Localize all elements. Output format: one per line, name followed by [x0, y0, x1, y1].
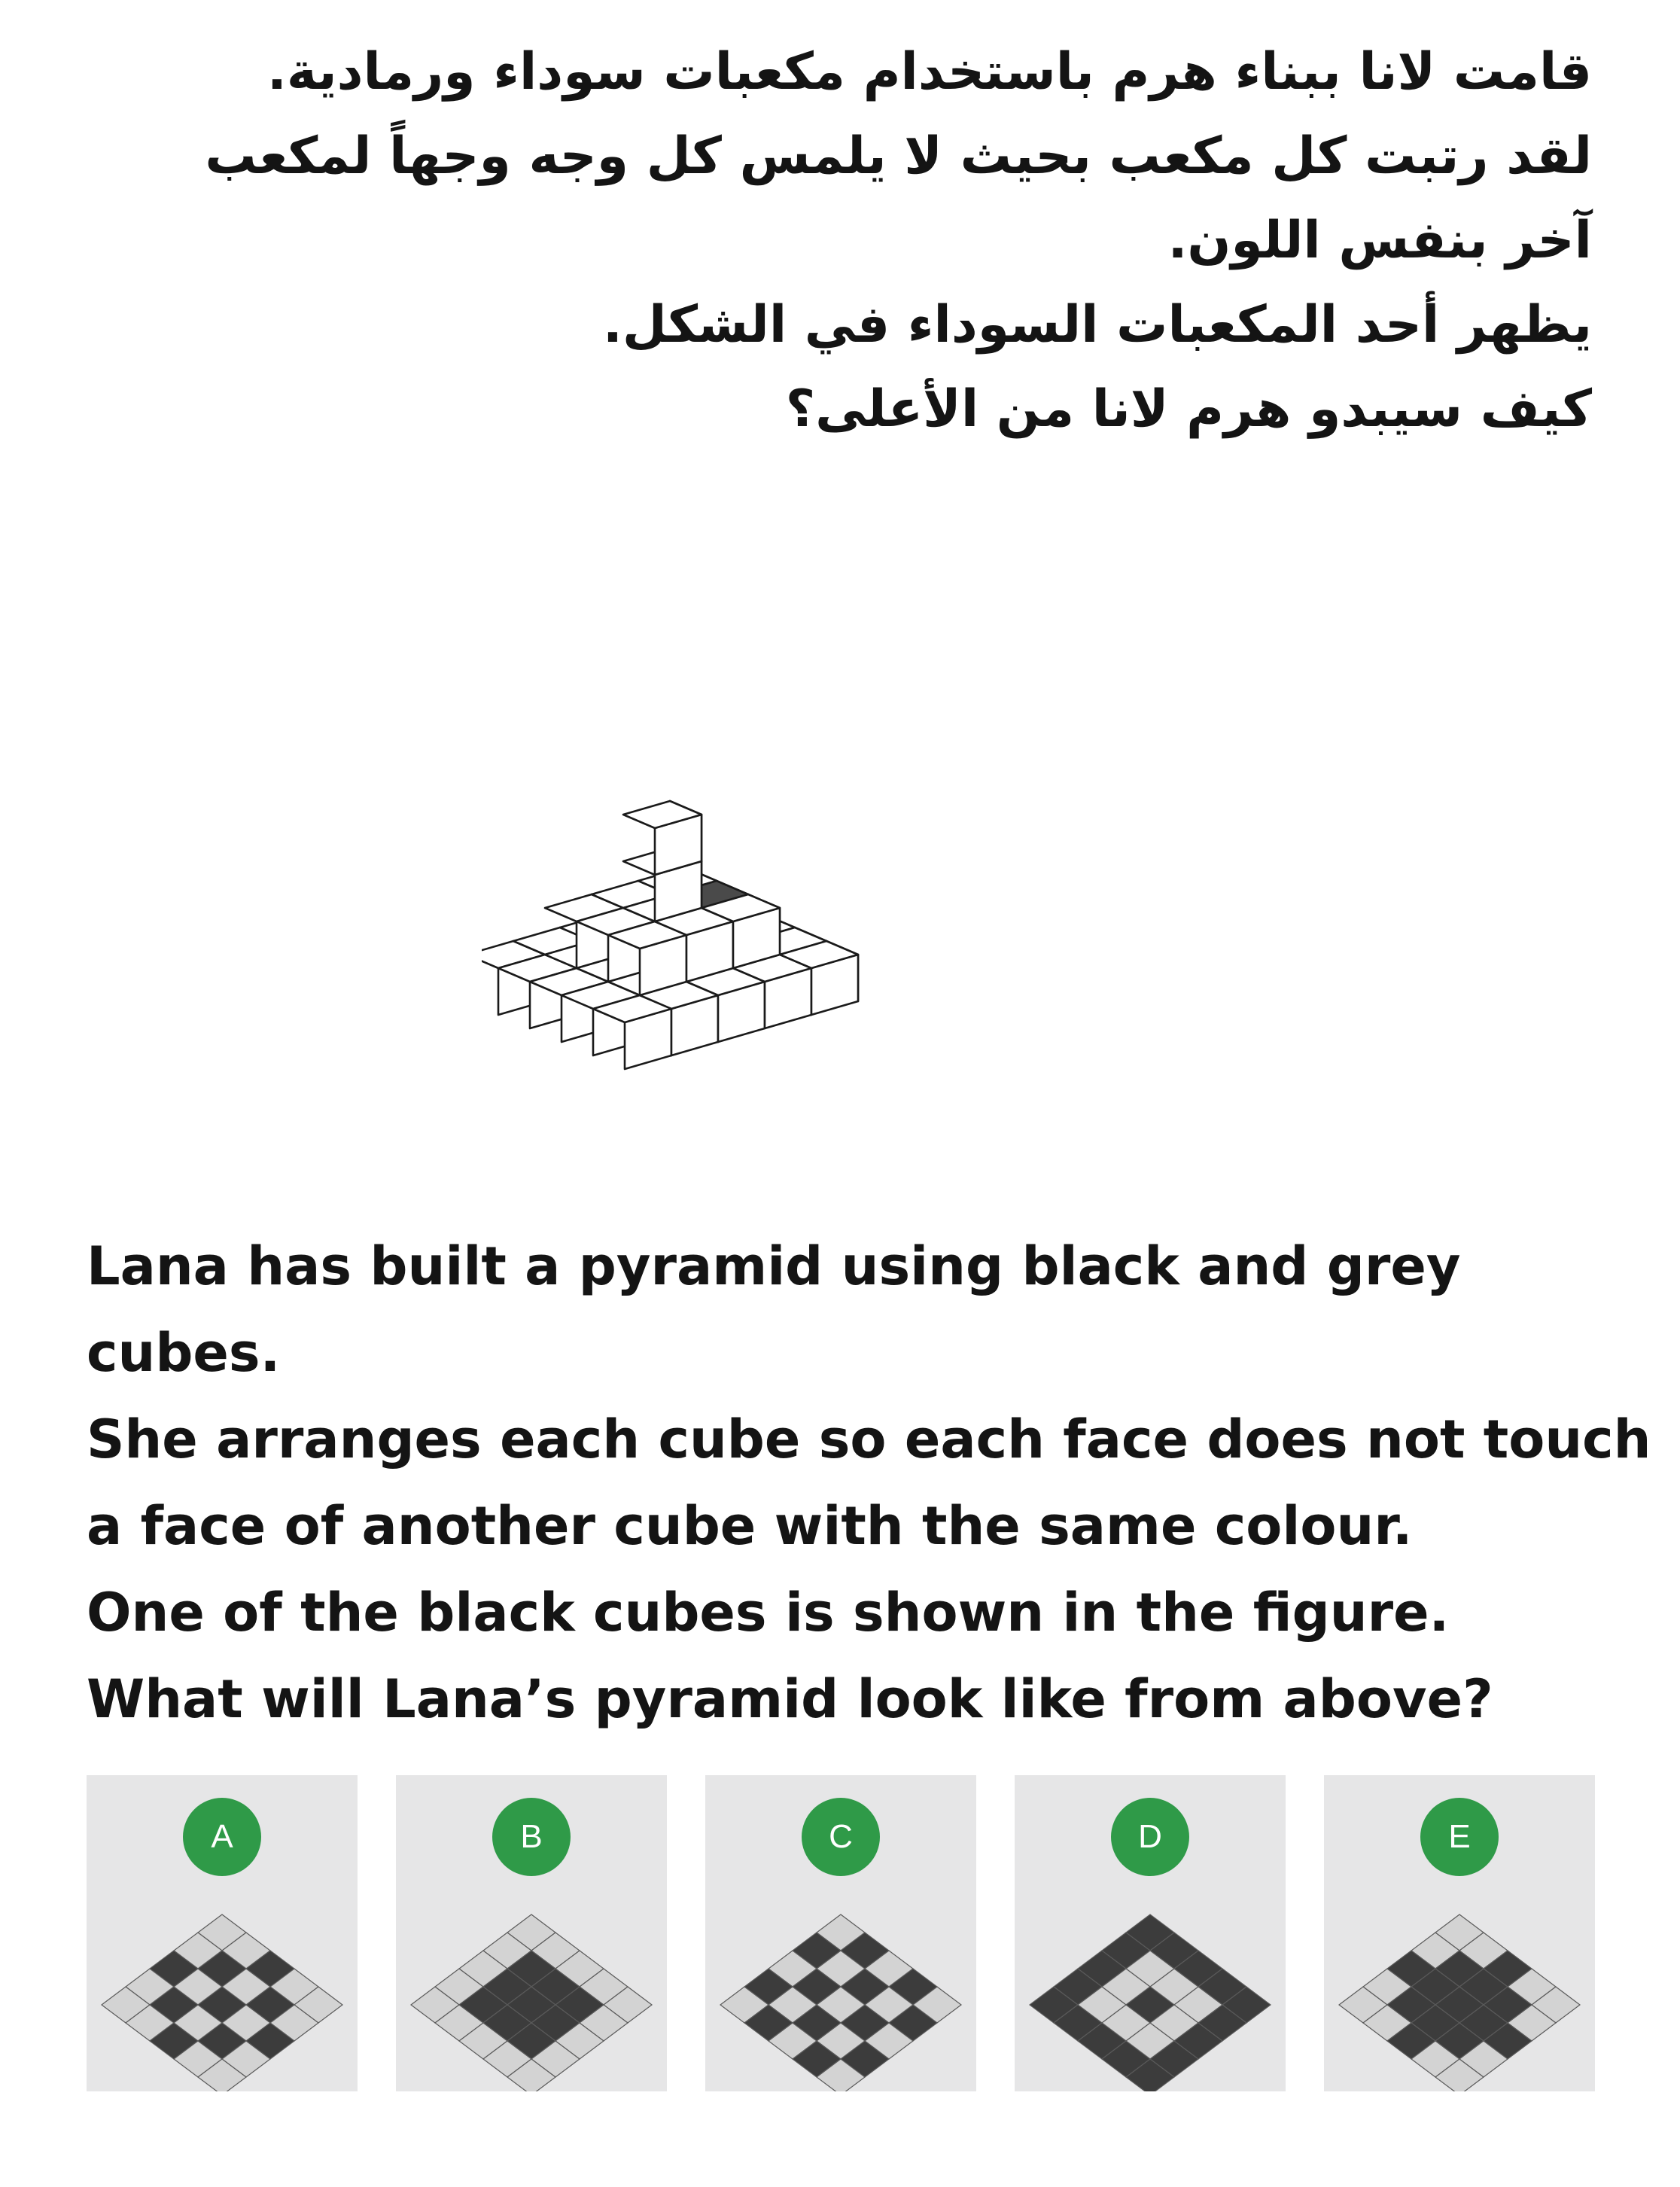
option-e[interactable] — [1324, 1775, 1595, 2091]
option-a-top-view — [87, 1775, 358, 2091]
option-b-badge: B — [492, 1798, 571, 1876]
arabic-line: قامت لانا ببناء هرم باستخدام مكعبات سوداء ورمادية. — [267, 42, 1592, 102]
arabic-question — [75, 30, 1592, 452]
option-a-badge: A — [183, 1798, 261, 1876]
option-c[interactable] — [705, 1775, 976, 2091]
option-e-top-view — [1324, 1775, 1595, 2091]
english-line: Lana has built a pyramid using black and grey — [87, 1235, 1461, 1297]
english-line: She arranges each cube so each face does not touch — [87, 1409, 1651, 1470]
option-e-badge: E — [1420, 1798, 1499, 1876]
arabic-line: لقد رتبت كل مكعب بحيث لا يلمس كل وجه وجهاً لمكعب — [205, 126, 1592, 186]
arabic-line: يظهر أحد المكعبات السوداء في الشكل. — [603, 295, 1592, 355]
english-line: One of the black cubes is shown in the figure. — [87, 1582, 1450, 1643]
option-d-badge: D — [1111, 1798, 1189, 1876]
english-line: a face of another cube with the same colour. — [87, 1495, 1413, 1557]
english-line: What will Lana’s pyramid look like from above? — [87, 1668, 1493, 1730]
option-b[interactable] — [396, 1775, 667, 2091]
arabic-line: كيف سيبدو هرم لانا من الأعلى؟ — [785, 379, 1592, 439]
option-d[interactable] — [1015, 1775, 1286, 2091]
arabic-line: آخر بنفس اللون. — [1167, 211, 1592, 270]
cube-pyramid-figure — [482, 482, 1174, 1189]
english-line: cubes. — [87, 1322, 281, 1384]
option-c-badge: C — [802, 1798, 880, 1876]
answer-options — [87, 1775, 1596, 2091]
option-d-top-view — [1015, 1775, 1286, 2091]
option-c-top-view — [705, 1775, 976, 2091]
option-b-top-view — [396, 1775, 667, 2091]
english-question — [87, 1223, 1651, 1743]
option-a[interactable] — [87, 1775, 358, 2091]
